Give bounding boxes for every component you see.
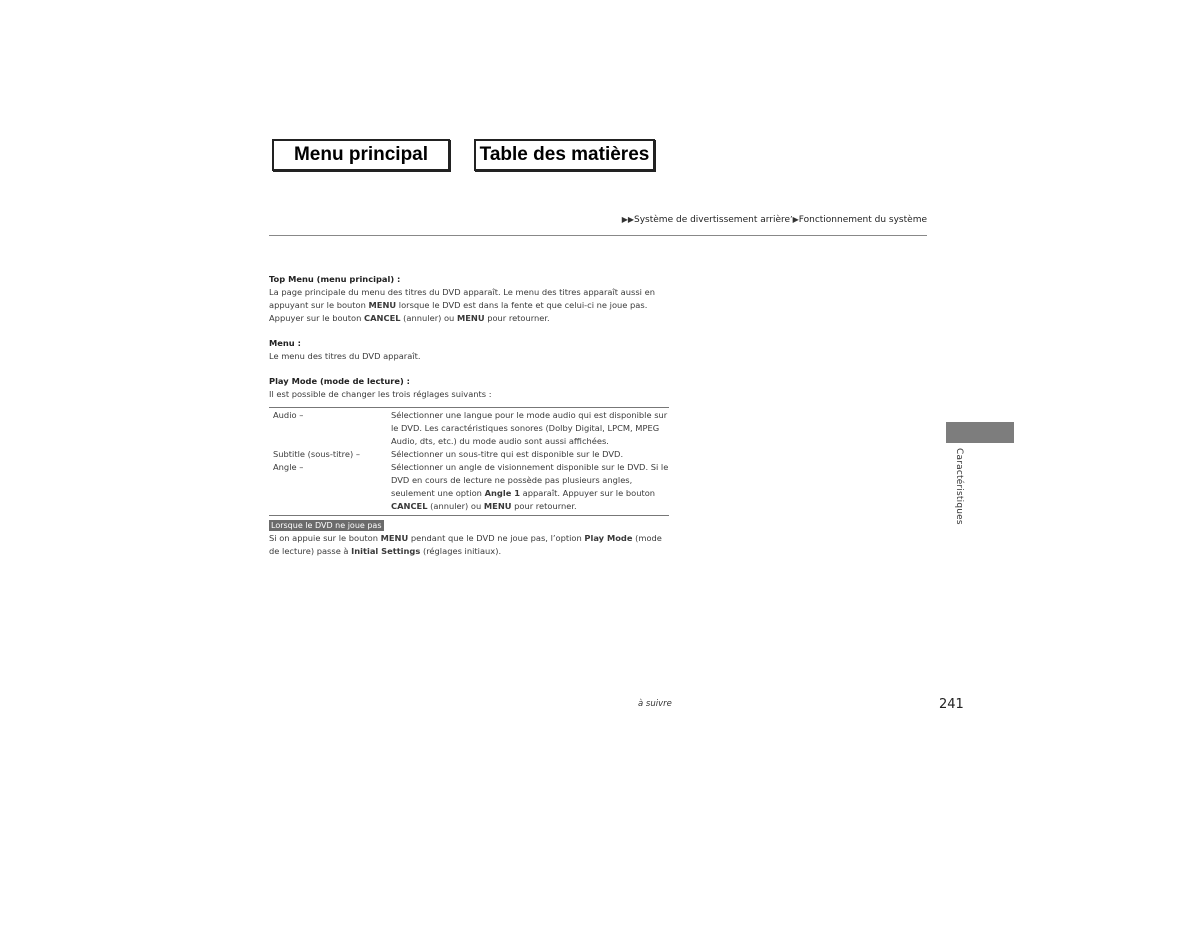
breadcrumb xyxy=(622,215,927,225)
audio-value: Sélectionner une langue pour le mode audio qui est disponible sur le DVD. Les caractéristiques sonores (Dolby Digital, LPCM, MPEG Audio, dts, etc.) du mode audio sont aussi affichées. xyxy=(391,408,669,449)
main-content xyxy=(269,273,669,558)
top-menu-text: La page principale du menu des titres du DVD apparaît. Le menu des titres apparaît aussi en appuyant sur le bouton MENU lorsque le DVD est dans la fente et que celui-ci ne joue pas. Appuyer sur le bouton CANCEL (annuler) ou MENU pour retourner. xyxy=(269,287,655,323)
menu-text: Le menu des titres du DVD apparaît. xyxy=(269,351,421,361)
table-row xyxy=(269,448,669,461)
subtitle-key: Subtitle (sous-titre) – xyxy=(273,449,361,459)
double-arrow-icon: ▶▶ xyxy=(621,215,635,224)
continued-label: à suivre xyxy=(638,699,672,709)
play-mode-text: Il est possible de changer les trois réglages suivants : xyxy=(269,389,492,399)
chapter-tab xyxy=(946,422,1014,443)
play-mode-heading: Play Mode (mode de lecture) : xyxy=(269,376,411,386)
options-table xyxy=(269,407,669,516)
menu-principal-button[interactable]: Menu principal xyxy=(272,139,450,171)
audio-key: Audio – xyxy=(269,408,391,449)
table-row xyxy=(269,461,669,516)
top-menu-heading: Top Menu (menu principal) : xyxy=(269,274,401,284)
header-divider xyxy=(269,235,927,236)
note-tag: Lorsque le DVD ne joue pas xyxy=(271,521,382,530)
arrow-icon: ’▶ xyxy=(790,215,799,224)
note-text: Si on appuie sur le bouton MENU pendant que le DVD ne joue pas, l’option Play Mode (mode de lecture) passe à Initial Settings (réglages initiaux). xyxy=(269,533,662,556)
table-row xyxy=(269,408,669,449)
angle-value: Sélectionner un angle de visionnement disponible sur le DVD. Si le DVD en cours de lecture ne possède pas plusieurs angles, seulement une option Angle 1 apparaît. Appuyer sur le bouton CANCEL (annuler) ou MENU pour retourner. xyxy=(391,461,669,516)
table-des-matieres-button[interactable]: Table des matières xyxy=(474,139,655,171)
menu-heading: Menu : xyxy=(269,338,301,348)
chapter-label: Caractéristiques xyxy=(954,448,964,525)
subtitle-value: Sélectionner un sous-titre qui est disponible sur le DVD. xyxy=(391,449,624,459)
angle-key: Angle – xyxy=(269,461,391,516)
breadcrumb-part2: Fonctionnement du système xyxy=(798,215,927,225)
page-number: 241 xyxy=(939,697,964,712)
breadcrumb-part1: Système de divertissement arrière xyxy=(634,215,791,225)
